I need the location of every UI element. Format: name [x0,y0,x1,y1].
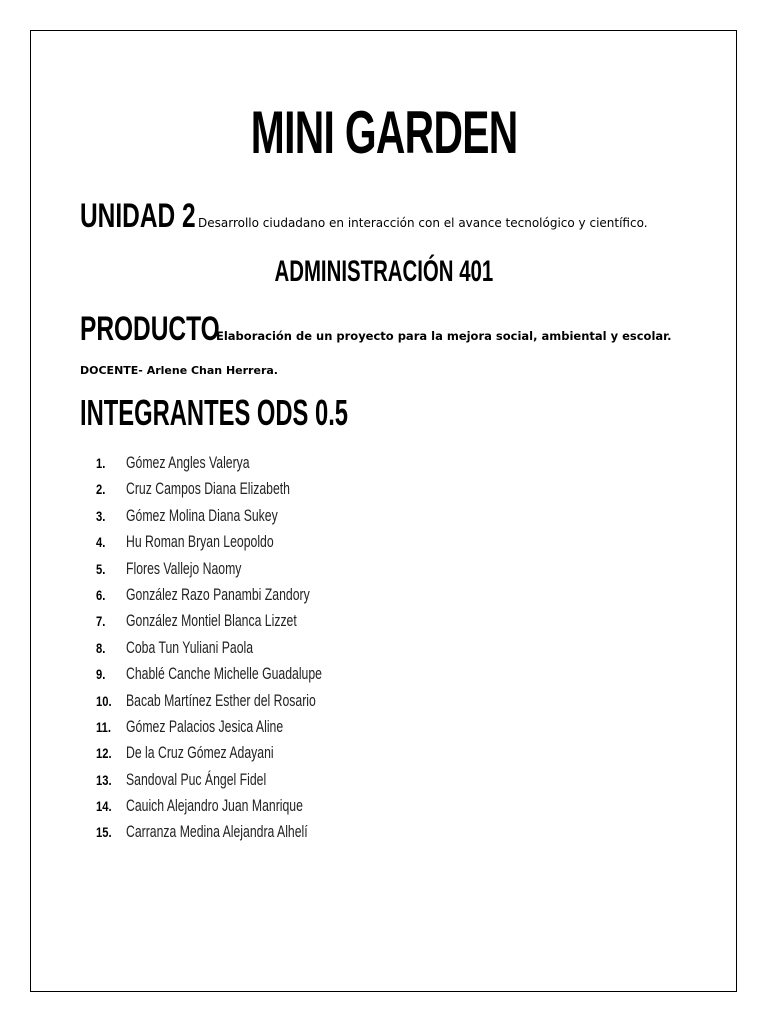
members-list [96,450,398,846]
list-item: 15. Carranza Medina Alejandra Alhelí [96,822,308,842]
producto-description: Elaboración de un proyecto para la mejora social, ambiental y escolar. [216,329,672,343]
unidad-label: UNIDAD 2 [80,197,196,235]
list-item: 5. Flores Vallejo Naomy [96,558,242,578]
list-item: 2. Cruz Campos Diana Elizabeth [96,479,290,499]
docente-line: DOCENTE- Arlene Chan Herrera. [80,364,278,377]
list-item: 4. Hu Roman Bryan Leopoldo [96,532,274,552]
producto-label: PRODUCTO [80,310,220,348]
list-item: 6. González Razo Panambi Zandory [96,584,310,604]
list-item: 11. Gómez Palacios Jesica Aline [96,716,284,736]
list-item: 8. Coba Tun Yuliani Paola [96,637,254,657]
list-item: 3. Gómez Molina Diana Sukey [96,505,278,525]
administracion-heading: ADMINISTRACIÓN 401 [274,255,494,288]
list-item: 13. Sandoval Puc Ángel Fidel [96,769,267,789]
list-item: 1. Gómez Angles Valerya [96,453,250,472]
producto-row [80,309,672,349]
list-item: 10. Bacab Martínez Esther del Rosario [96,690,316,710]
list-item: 7. González Montiel Blanca Lizzet [96,611,297,631]
list-item: 9. Chablé Canche Michelle Guadalupe [96,664,322,684]
document-title: MINI GARDEN [250,99,518,166]
integrantes-heading: INTEGRANTES ODS 0.5 [80,392,349,433]
unidad-row [80,196,648,236]
list-item: 14. Cauich Alejandro Juan Manrique [96,796,303,816]
unidad-description: Desarrollo ciudadano en interacción con el avance tecnológico y científico. [198,216,648,230]
list-item: 12. De la Cruz Gómez Adayani [96,743,274,763]
